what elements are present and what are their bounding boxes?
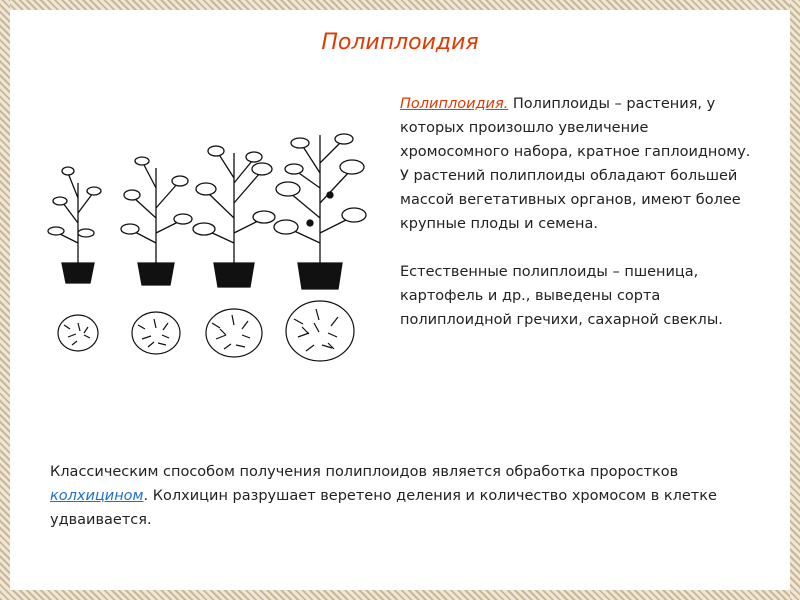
seed-pile-1 — [58, 315, 98, 351]
slide-frame-top — [0, 0, 800, 10]
plant-tetraploid-illustration — [193, 146, 275, 287]
slide-frame-left — [0, 0, 10, 600]
colchicine-link[interactable]: колхицином — [50, 488, 144, 504]
definition-text: Полиплоиды – растения, у которых произошло увеличение хромосомного набора, кратное гаплоидному. У растений полиплоиды обладают большей массой вегетативных органов, имеют более крупные плоды и семена. — [400, 96, 751, 232]
definition-paragraph — [400, 92, 755, 236]
plant-diploid-illustration — [48, 167, 101, 283]
slide-frame-bottom — [0, 590, 800, 600]
slide-frame-right — [790, 0, 800, 600]
term-link-polyploidy[interactable]: Полиплоидия. — [400, 96, 509, 112]
description-text-block — [400, 92, 755, 356]
seed-pile-3 — [206, 309, 262, 357]
natural-polyploids-paragraph: Естественные полиплоиды – пшеница, картофель и др., выведены сорта полиплоидной гречихи, сахарной свеклы. — [400, 264, 723, 328]
plant-octoploid-illustration — [274, 134, 366, 289]
colchicine-text-before: Классическим способом получения полиплоидов является обработка проростков — [50, 464, 679, 480]
colchicine-paragraph — [50, 460, 770, 532]
slide-title: Полиплоидия — [321, 30, 479, 55]
colchicine-text-after: . Колхицин разрушает веретено деления и количество хромосом в клетке удваивается. — [50, 488, 717, 528]
seed-pile-2 — [132, 312, 180, 354]
polyploid-plants-illustration — [38, 123, 380, 371]
seed-pile-4 — [286, 301, 354, 361]
plant-triploid-illustration — [121, 157, 192, 285]
